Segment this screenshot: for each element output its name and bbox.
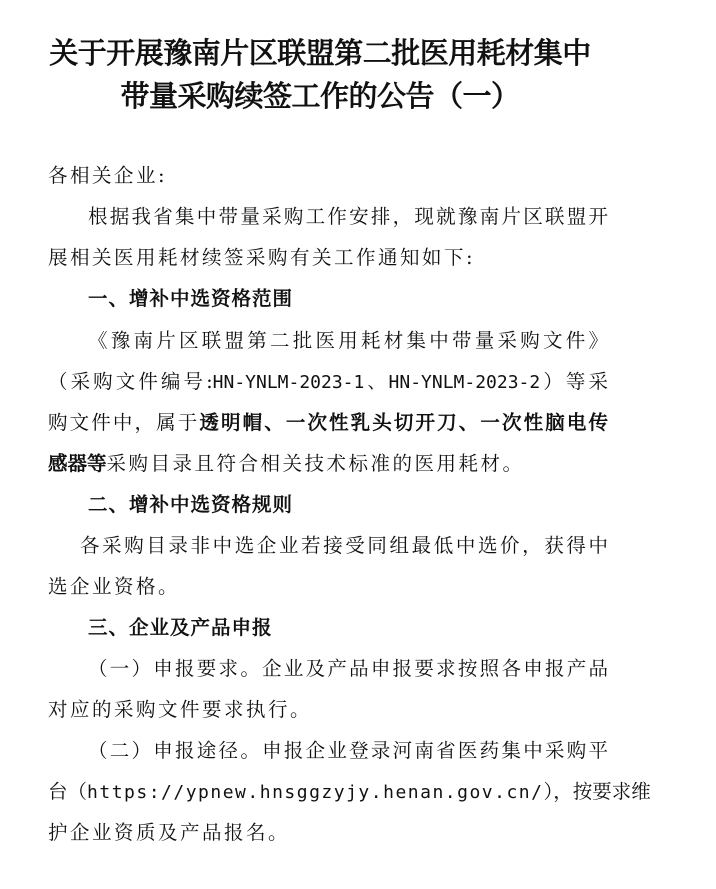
section-2-heading: 二、增补中选资格规则: [88, 493, 294, 516]
section-1-line-4-suffix: 采购目录且符合相关技术标准的医用耗材。: [106, 452, 525, 475]
section-3-item-2-line-2-open: 台（: [48, 780, 88, 803]
section-1-line-2: [48, 368, 608, 397]
intro-paragraph-line-1: 根据我省集中带量采购工作安排，现就豫南片区联盟开: [88, 205, 608, 228]
section-3-item-1-line-1: （一）申报要求。企业及产品申报要求按照各申报产品: [88, 657, 608, 680]
section-1-line-2-open: （采购文件编号:: [48, 370, 213, 393]
section-3-item-2-line-2-close: ），按要求维: [543, 780, 651, 803]
document-title-line-1: 关于开展豫南片区联盟第二批医用耗材集中: [49, 36, 591, 70]
section-3-item-2-line-1: （二）申报途径。申报企业登录河南省医药集中采购平: [88, 739, 608, 762]
document-title-line-2: 带量采购续签工作的公告（一）: [120, 79, 520, 113]
salutation: 各相关企业:: [48, 164, 168, 187]
section-3-item-2-line-3: 护企业资质及产品报名。: [48, 821, 291, 844]
section-1-line-4: [48, 450, 608, 478]
section-3-item-2-line-2: [48, 778, 651, 807]
section-1-heading: 一、增补中选资格范围: [88, 287, 294, 310]
section-3-item-1-line-2: 对应的采购文件要求执行。: [48, 698, 313, 721]
section-1-line-2-close: ）等采: [540, 370, 608, 393]
product-names-bold-end: 感器等: [48, 452, 107, 475]
section-1-line-3-prefix: 购文件中，属于: [48, 411, 200, 434]
product-names-bold: 透明帽、一次性乳头切开刀、一次性脑电传: [199, 411, 608, 434]
section-2-line-2: 选企业资格。: [48, 575, 181, 598]
section-2-line-1: 各采购目录非中选企业若接受同组最低中选价，获得中: [80, 534, 608, 557]
intro-paragraph-line-2: 展相关医用耗材续签采购有关工作通知如下:: [48, 246, 476, 269]
procurement-file-codes: HN-YNLM-2023-1、HN-YNLM-2023-2: [212, 372, 541, 393]
platform-url: https://ypnew.hnsggzyjy.henan.gov.cn/: [87, 782, 544, 803]
section-1-line-3: [48, 409, 608, 437]
section-3-heading: 三、企业及产品申报: [88, 616, 273, 639]
section-1-line-1: 《豫南片区联盟第二批医用耗材集中带量采购文件》: [88, 329, 608, 352]
